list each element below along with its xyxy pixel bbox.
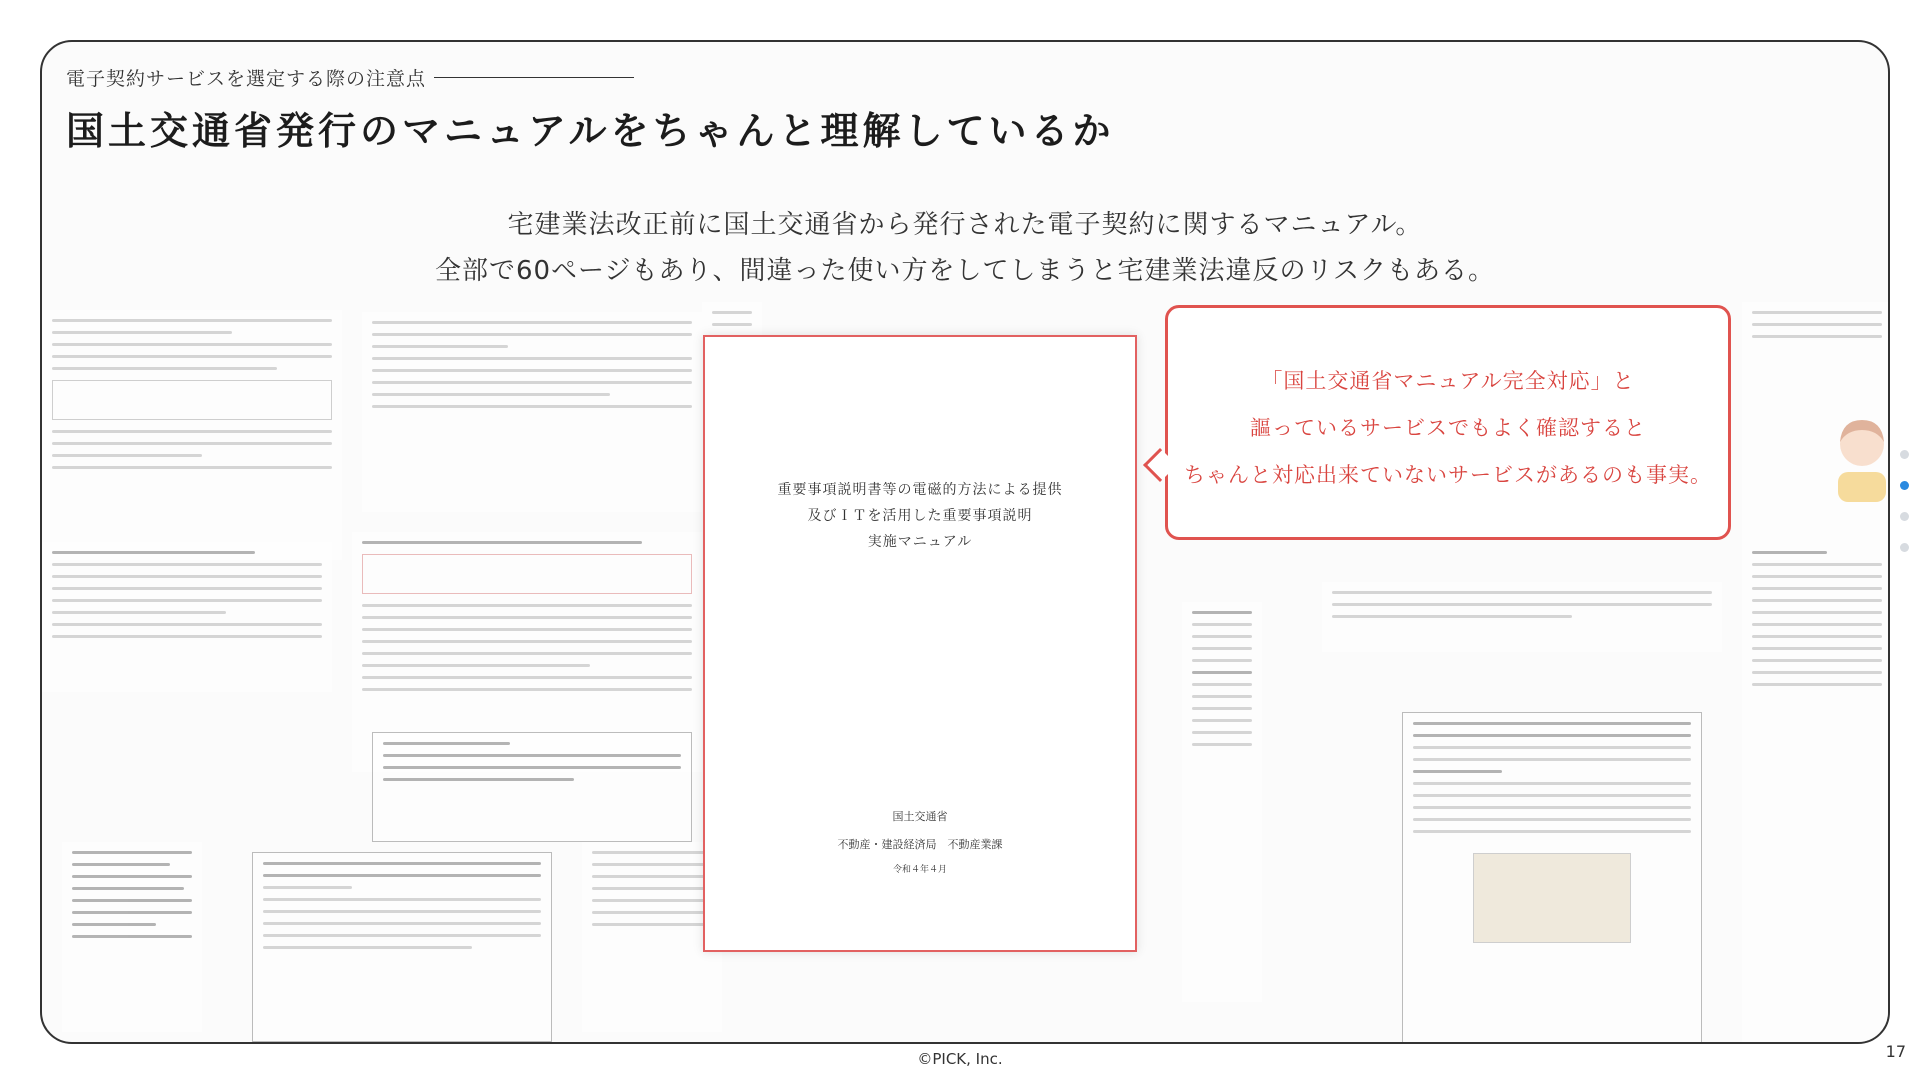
- lead-line-1: 宅建業法改正前に国土交通省から発行された電子契約に関するマニュアル。: [507, 210, 1423, 240]
- callout-line-2: 謳っているサービスでもよく確認すると: [1250, 416, 1646, 440]
- callout-line-1: 「国土交通省マニュアル完全対応」と: [1261, 369, 1635, 393]
- background-document-page: [1402, 712, 1702, 1044]
- nav-dot[interactable]: [1900, 512, 1909, 521]
- operator-avatar-icon: [1822, 412, 1890, 502]
- manual-organization: [705, 803, 1135, 859]
- nav-dot[interactable]: [1900, 543, 1909, 552]
- nav-dot[interactable]: [1900, 450, 1909, 459]
- slide-nav-dots: [1900, 450, 1914, 574]
- lead-text: [42, 202, 1888, 294]
- callout-box: [1165, 305, 1731, 540]
- background-document-page: [252, 852, 552, 1042]
- manual-title-line-2: 及びＩＴを活用した重要事項説明: [807, 508, 1033, 524]
- background-document-page: [362, 312, 702, 512]
- callout-line-3: ちゃんと対応出来ていないサービスがあるのも事実。: [1184, 463, 1712, 487]
- background-document-page: [1182, 602, 1262, 1002]
- manual-org-line-1: 国土交通省: [892, 810, 948, 823]
- nav-dot-active[interactable]: [1900, 481, 1909, 490]
- copyright: ©PICK, Inc.: [917, 1050, 1003, 1068]
- background-document-page: [42, 542, 332, 692]
- background-document-page: [372, 732, 692, 842]
- manual-date: 令和４年４月: [892, 865, 947, 875]
- section-label: [66, 64, 634, 91]
- background-document-page: [1322, 582, 1722, 652]
- section-label-text: 電子契約サービスを選定する際の注意点: [66, 68, 427, 90]
- background-document-page: [42, 310, 342, 560]
- manual-title: [705, 477, 1135, 555]
- background-document-page: [62, 842, 202, 1032]
- manual-title-line-1: 重要事項説明書等の電磁的方法による提供: [777, 482, 1063, 498]
- background-document-page: [1742, 542, 1890, 1042]
- manual-cover-page: [703, 335, 1137, 952]
- page-title: 国土交通省発行のマニュアルをちゃんと理解しているか: [66, 109, 1115, 153]
- manual-title-line-3: 実施マニュアル: [867, 534, 973, 550]
- manual-org-line-2: 不動産・建設経済局 不動産業課: [837, 838, 1003, 851]
- background-document-page: [582, 842, 722, 1032]
- slide-number: 17: [1885, 1042, 1906, 1061]
- lead-line-2: 全部で60ページもあり、間違った使い方をしてしまうと宅建業法違反のリスクもある。: [434, 256, 1496, 286]
- section-divider: [434, 77, 634, 78]
